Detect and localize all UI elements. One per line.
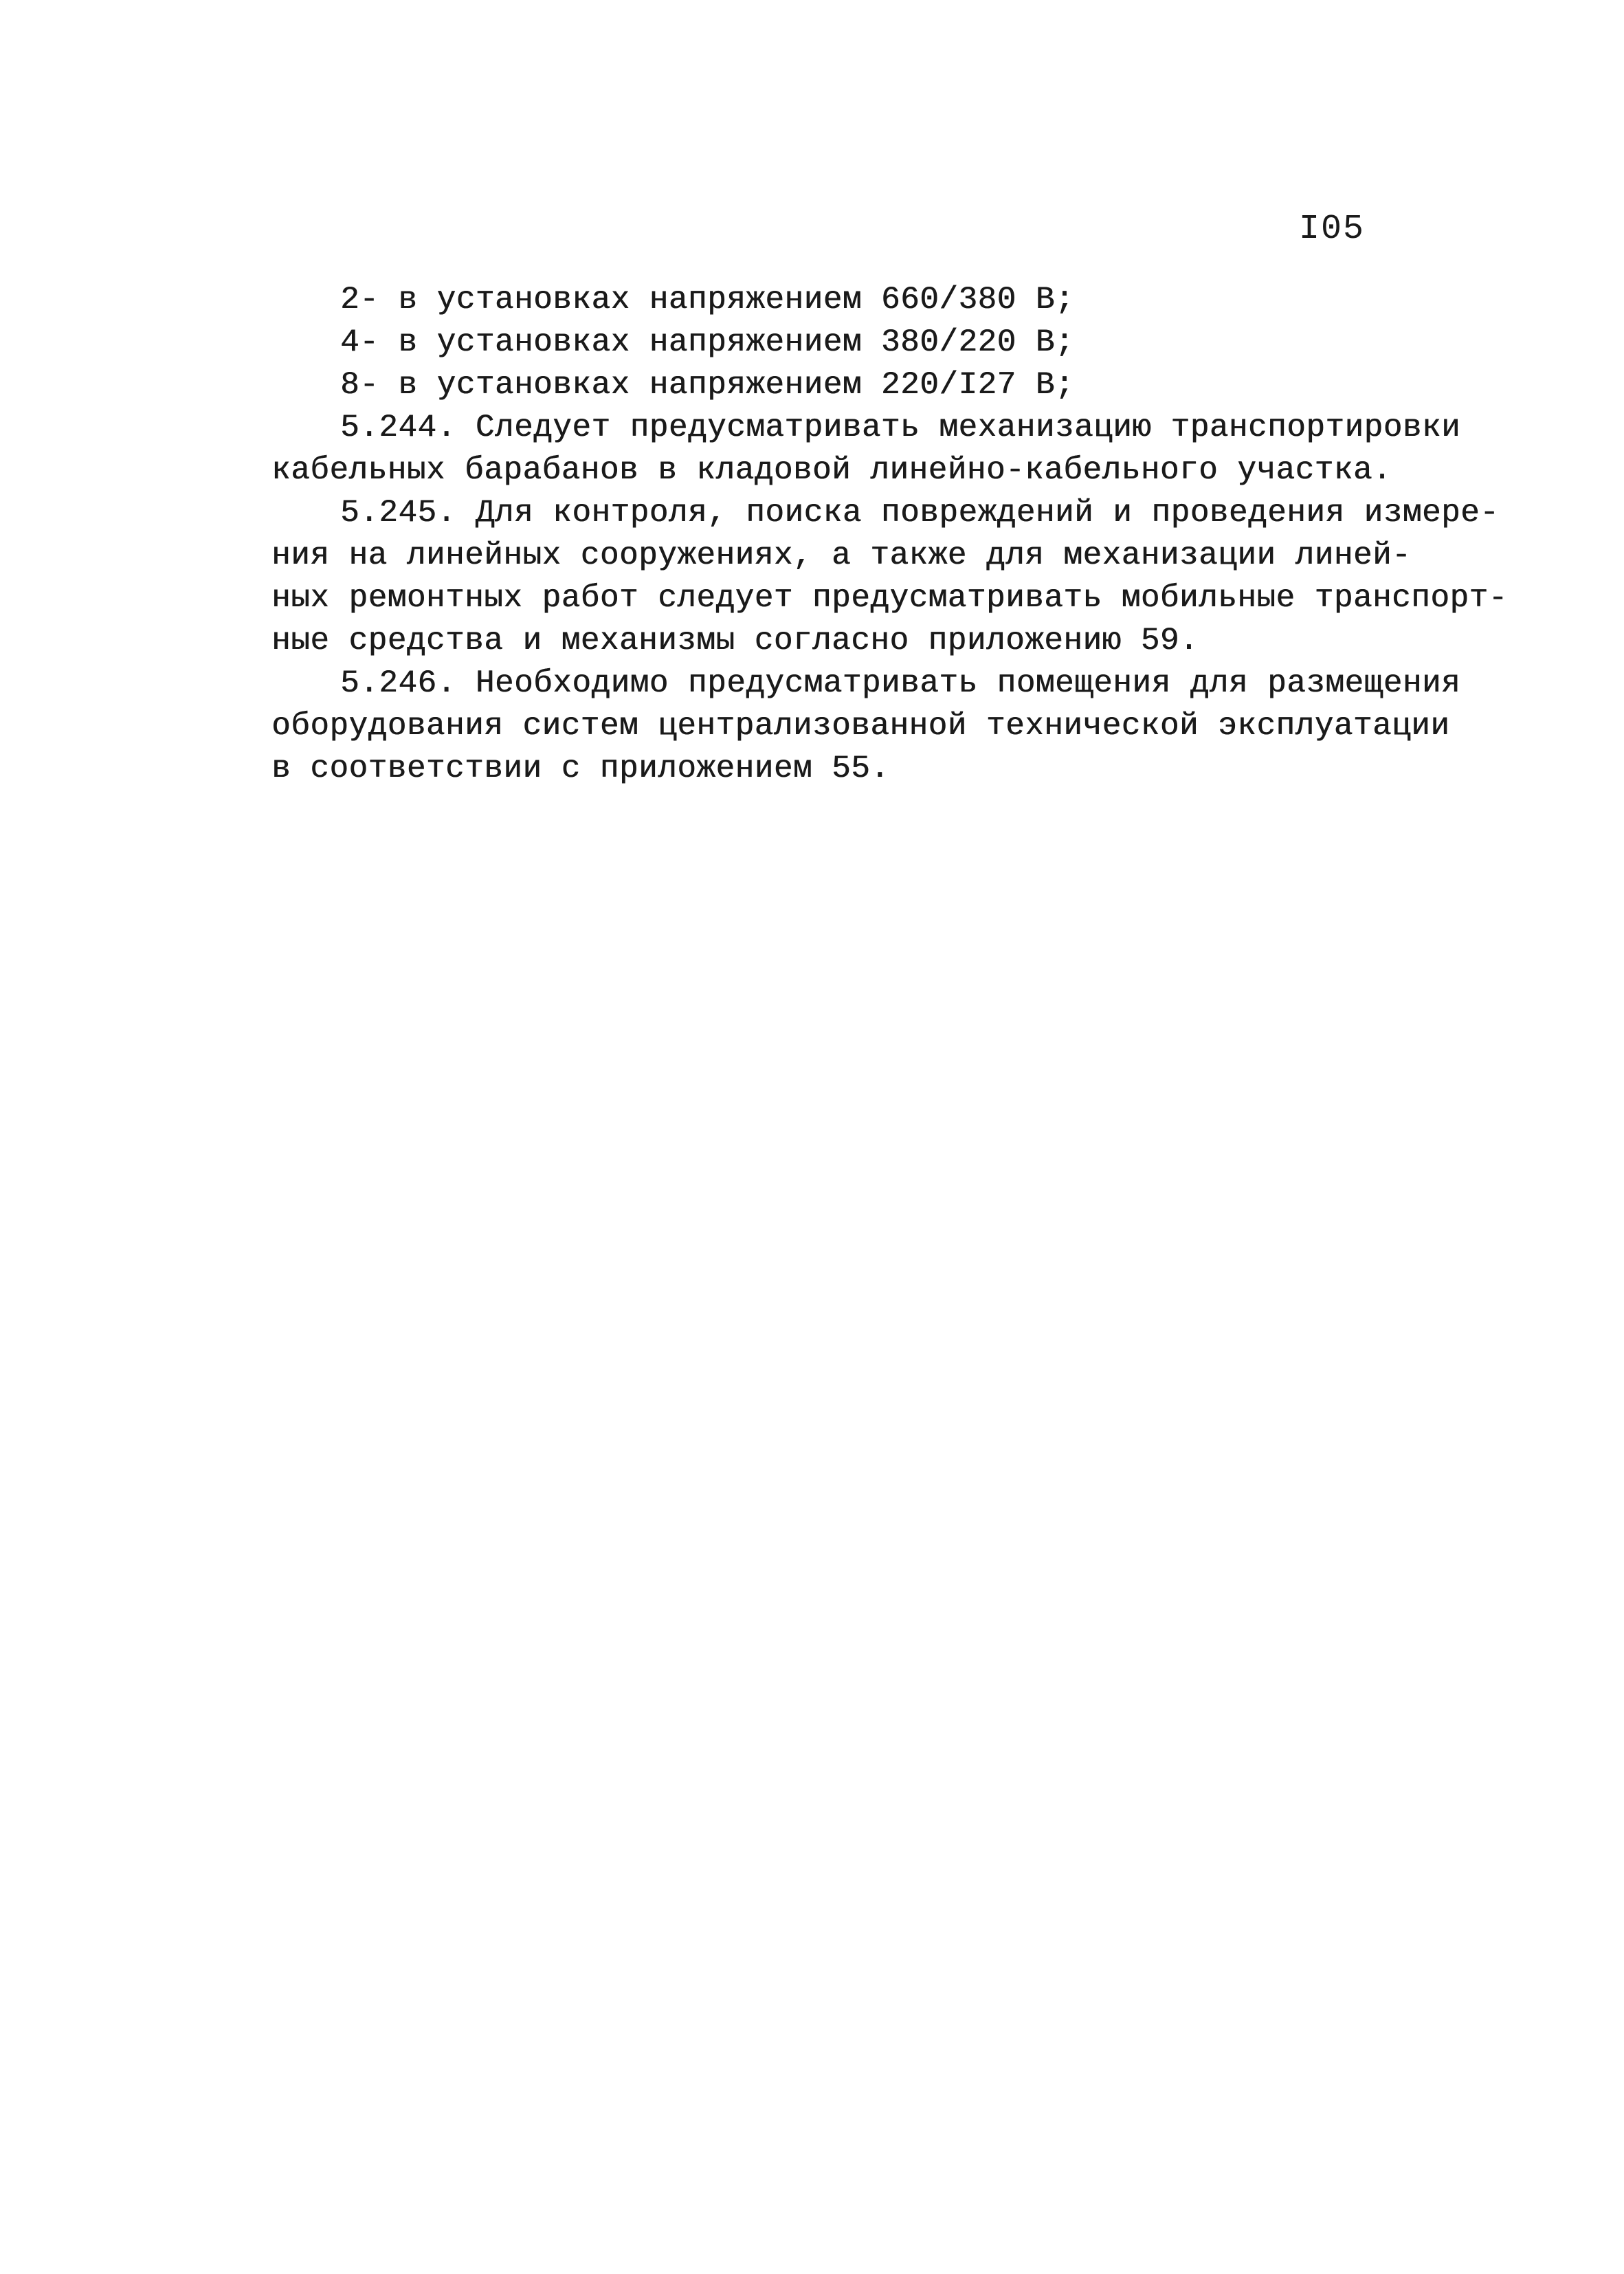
- paragraph-5-246-line-1: 5.246. Необходимо предусматривать помещения для размещения: [340, 665, 1461, 701]
- paragraph-5-245-line-4: ные средства и механизмы согласно приложению 59.: [271, 623, 1199, 659]
- list-item-voltage-380: 4- в установках напряжением 380/220 В;: [340, 324, 1074, 360]
- paragraph-5-245-line-3: ных ремонтных работ следует предусматривать мобильные транспорт-: [271, 580, 1508, 616]
- list-item-voltage-660: 2- в установках напряжением 660/380 В;: [340, 282, 1074, 318]
- page-number: I05: [1299, 210, 1366, 249]
- paragraph-5-246-line-3: в соответствии с приложением 55.: [271, 751, 890, 786]
- paragraph-5-244-line-1: 5.244. Следует предусматривать механизацию транспортировки: [340, 410, 1461, 445]
- paragraph-5-246-line-2: оборудования систем централизованной технической эксплуатации: [271, 708, 1450, 744]
- list-item-voltage-220: 8- в установках напряжением 220/I27 В;: [340, 367, 1074, 403]
- paragraph-5-245-line-2: ния на линейных сооружениях, а также для механизации линей-: [271, 538, 1412, 573]
- paragraph-5-244-line-2: кабельных барабанов в кладовой линейно-кабельного участка.: [271, 452, 1392, 488]
- body-text: [271, 278, 1508, 790]
- paragraph-5-245-line-1: 5.245. Для контроля, поиска повреждений и проведения измере-: [340, 495, 1500, 531]
